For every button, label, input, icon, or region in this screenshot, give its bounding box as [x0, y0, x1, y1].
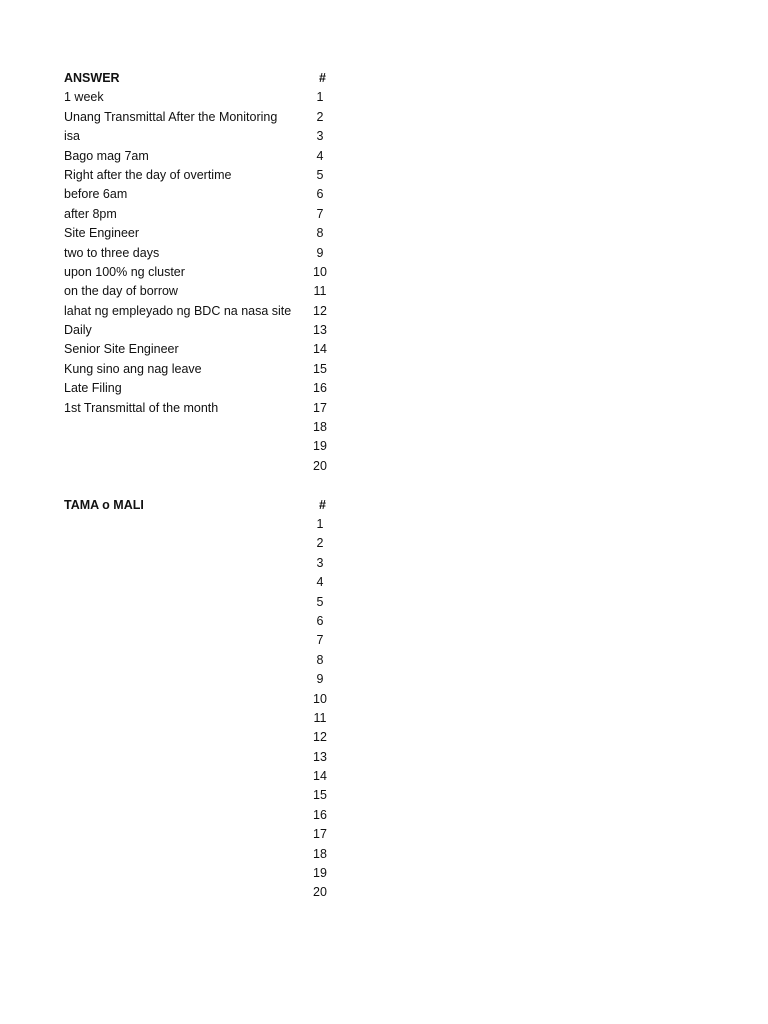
number-cell: 7	[316, 206, 324, 221]
answer-cell: upon 100% ng cluster	[64, 264, 185, 279]
answer-cell: Daily	[64, 323, 92, 338]
table-row	[64, 127, 364, 146]
table-row	[64, 360, 364, 379]
number-cell: 19	[313, 439, 327, 454]
table-row	[64, 437, 364, 456]
table-row	[64, 224, 364, 243]
number-cell: 1	[316, 516, 324, 531]
table-row	[64, 612, 364, 631]
answer-cell: Unang Transmittal After the Monitoring	[64, 109, 278, 124]
table-row	[64, 786, 364, 805]
number-cell: 7	[316, 633, 324, 648]
table-row	[64, 883, 364, 902]
table-row	[64, 244, 364, 263]
number-cell: 13	[313, 323, 327, 338]
answer-cell: 1 week	[64, 90, 104, 105]
table-row	[64, 767, 364, 786]
number-cell: 20	[313, 458, 327, 473]
table-row	[64, 864, 364, 883]
number-cell: 12	[313, 730, 327, 745]
answer-cell: after 8pm	[64, 206, 117, 221]
number-cell: 12	[313, 303, 327, 318]
number-cell: 10	[313, 264, 327, 279]
number-cell: 2	[316, 536, 324, 551]
table-row	[64, 845, 364, 864]
number-cell: 10	[313, 691, 327, 706]
answer-cell: 1st Transmittal of the month	[64, 400, 219, 415]
number-cell: 11	[313, 710, 327, 725]
number-cell: 18	[313, 420, 327, 435]
number-cell: 14	[313, 769, 327, 784]
table-row	[64, 806, 364, 825]
answer-cell: lahat ng empleyado ng BDC na nasa site	[64, 303, 292, 318]
number-cell: 6	[316, 613, 324, 628]
table-row	[64, 166, 364, 185]
number-cell: 5	[316, 594, 324, 609]
table-row	[64, 205, 364, 224]
answer-cell: Late Filing	[64, 381, 122, 396]
number-cell: 15	[313, 788, 327, 803]
number-cell: 5	[316, 167, 324, 182]
number-cell: 17	[313, 400, 327, 415]
answer-cell: isa	[64, 129, 80, 144]
number-cell: 4	[316, 575, 324, 590]
table-row	[64, 379, 364, 398]
number-cell: 3	[316, 129, 324, 144]
number-cell: 3	[316, 555, 324, 570]
table-row	[64, 302, 364, 321]
answer-rows	[64, 88, 364, 476]
number-cell: 9	[316, 245, 324, 260]
number-cell: 6	[316, 187, 324, 202]
answer-cell: Senior Site Engineer	[64, 342, 179, 357]
table-row	[64, 593, 364, 612]
table-row	[64, 825, 364, 844]
number-cell: 9	[316, 672, 324, 687]
table-row	[64, 728, 364, 747]
table-row	[64, 88, 364, 107]
table-row	[64, 147, 364, 166]
answer-column-header: ANSWER	[64, 71, 120, 85]
number-cell: 19	[313, 866, 327, 881]
answer-cell: Kung sino ang nag leave	[64, 361, 202, 376]
table-row	[64, 321, 364, 340]
number-cell: 14	[313, 342, 327, 357]
table-row	[64, 573, 364, 592]
number-cell: 4	[316, 148, 324, 163]
table-row	[64, 670, 364, 689]
table-row	[64, 457, 364, 476]
section-spacer	[64, 476, 364, 495]
table-row	[64, 515, 364, 534]
answer-cell: on the day of borrow	[64, 284, 178, 299]
number-cell: 20	[313, 885, 327, 900]
number-cell: 17	[313, 827, 327, 842]
tama-mali-header-row	[64, 496, 364, 515]
table-row	[64, 554, 364, 573]
number-cell: 1	[316, 90, 324, 105]
number-cell: 8	[316, 652, 324, 667]
table-row	[64, 418, 364, 437]
tama-mali-column-header: TAMA o MALI	[64, 497, 144, 512]
number-cell: 16	[313, 807, 327, 822]
table-row	[64, 263, 364, 282]
number-cell: 18	[313, 846, 327, 861]
table-row	[64, 748, 364, 767]
number-cell: 2	[316, 109, 324, 124]
table-row	[64, 282, 364, 301]
answer-header-row	[64, 69, 364, 88]
answer-cell: before 6am	[64, 187, 128, 202]
table-row	[64, 340, 364, 359]
answer-cell: two to three days	[64, 245, 160, 260]
number-cell: 15	[313, 361, 327, 376]
answer-cell: Bago mag 7am	[64, 148, 149, 163]
number-cell: 16	[313, 381, 327, 396]
table-row	[64, 631, 364, 650]
table-row	[64, 690, 364, 709]
answer-cell: Right after the day of overtime	[64, 167, 232, 182]
table-row	[64, 651, 364, 670]
number-column-header: #	[319, 497, 326, 512]
table-row	[64, 185, 364, 204]
table-row	[64, 108, 364, 127]
answer-cell: Site Engineer	[64, 226, 140, 241]
table-row	[64, 399, 364, 418]
table-row	[64, 709, 364, 728]
number-cell: 8	[316, 226, 324, 241]
tama-mali-rows	[64, 515, 364, 903]
number-cell: 11	[313, 284, 327, 299]
table-row	[64, 534, 364, 553]
number-cell: 13	[313, 749, 327, 764]
number-column-header: #	[319, 71, 326, 85]
answer-sheet	[64, 69, 364, 903]
